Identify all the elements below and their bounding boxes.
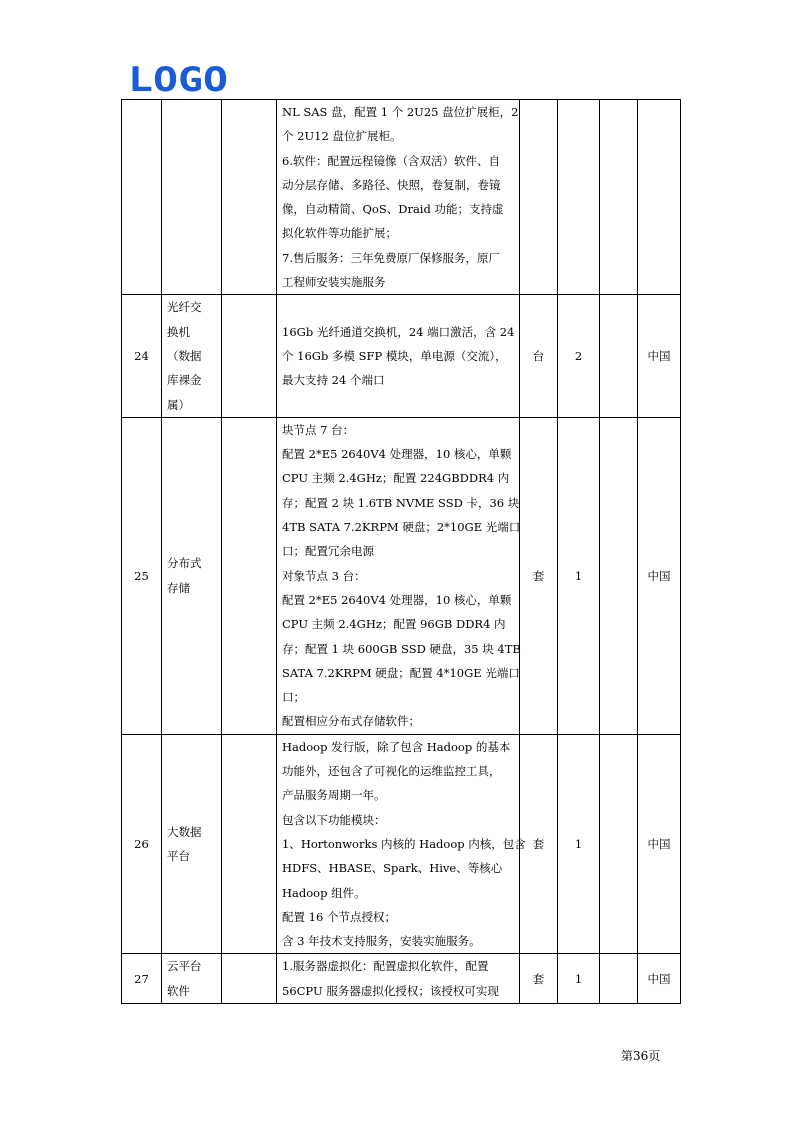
page-number: 第36页 [621,1049,661,1063]
item-spec-line: SATA 7.2KRPM 硬盘；配置 4*10GE 光端口 [282,665,520,680]
item-unit: 套 [520,954,558,1004]
item-spec-line: HDFS、HBASE、Spark、Hive、等核心 [282,861,503,876]
item-spec-line: 对象节点 3 台： [282,568,366,583]
item-name-line: 光纤交 [167,300,202,315]
item-spec-line: 4TB SATA 7.2KRPM 硬盘；2*10GE 光端口 [282,520,521,535]
item-unit: 套 [520,734,558,954]
item-name-line: 换机 [167,324,190,339]
item-spec-line: 配置 16 个节点授权； [282,909,396,924]
item-spec-line: CPU 主频 2.4GHz；配置 96GB DDR4 内 [282,617,506,632]
item-name [162,734,222,954]
item-spec [277,100,520,295]
table-row [122,954,681,1004]
item-name-line: 库裸金 [167,373,202,388]
item-spec-line: 个 16Gb 多模 SFP 模块，单电源（交流）， [282,348,507,363]
item-spec-line: 个 2U12 盘位扩展柜。 [282,129,402,144]
item-spec-line: 拟化软件等功能扩展； [282,226,397,241]
item-spec-line: 16Gb 光纤通道交换机，24 端口激活，含 24 [282,324,515,339]
item-spec-line: 56CPU 服务器虚拟化授权；该授权可实现 [282,983,499,998]
item-spec-line: 工程师安装实施服务 [282,275,386,290]
item-spec-line: 产品服务周期一年。 [282,788,386,803]
item-remark [600,295,638,417]
item-name [162,417,222,734]
item-brand [222,100,277,295]
item-unit: 台 [520,295,558,417]
item-spec-line: Hadoop 组件。 [282,885,366,900]
item-spec-line: 配置相应分布式存储软件； [282,714,420,729]
item-name-line: 平台 [167,849,190,864]
table-row [122,734,681,954]
item-spec-line: Hadoop 发行版，除了包含 Hadoop 的基本 [282,739,511,754]
item-name [162,100,222,295]
item-brand [222,954,277,1004]
item-number: 26 [122,734,162,954]
item-spec-line: CPU 主频 2.4GHz；配置 224GBDDR4 内 [282,471,510,486]
item-origin: 中国 [638,734,681,954]
item-name-line: 属） [167,397,190,412]
item-unit: 套 [520,417,558,734]
item-spec [277,734,526,954]
item-quantity: 1 [558,417,600,734]
item-quantity: 1 [558,954,600,1004]
item-spec [277,417,520,734]
item-spec-line: 口；配置冗余电源 [282,544,374,559]
item-unit [520,100,558,295]
item-spec-line: 功能外，还包含了可视化的运维监控工具， [282,764,501,779]
item-brand [222,295,277,417]
item-brand [222,417,277,734]
item-spec-line: 块节点 7 台： [282,422,355,437]
item-brand [222,734,277,954]
item-remark [600,734,638,954]
item-origin: 中国 [638,954,681,1004]
item-spec-line: 像，自动精简、QoS、Draid 功能；支持虚 [282,202,504,217]
item-spec-line: 含 3 年技术支持服务，安装实施服务。 [282,934,481,949]
item-spec-line: 最大支持 24 个端口 [282,373,385,388]
item-number: 27 [122,954,162,1004]
item-name-line: 大数据 [167,824,202,839]
item-spec-line: 配置 2*E5 2640V4 处理器，10 核心，单颗 [282,447,512,462]
item-name [162,954,222,1004]
table-row [122,100,681,295]
item-spec-line: 口； [282,690,305,705]
item-remark [600,954,638,1004]
item-spec [277,295,520,417]
item-spec [277,954,520,1004]
item-spec-line: 6.软件：配置远程镜像（含双活）软件、自 [282,153,500,168]
item-origin: 中国 [638,295,681,417]
item-name-line: 存储 [167,580,190,595]
item-number: 25 [122,417,162,734]
item-spec-line: 存；配置 1 块 600GB SSD 硬盘，35 块 4TB [282,641,521,656]
spec-table-body [122,100,681,1004]
spec-table [121,99,681,1004]
item-quantity: 2 [558,295,600,417]
item-spec-line: 配置 2*E5 2640V4 处理器，10 核心，单颗 [282,592,512,607]
item-number: 24 [122,295,162,417]
item-spec-line: 存；配置 2 块 1.6TB NVME SSD 卡，36 块 [282,495,520,510]
item-remark [600,417,638,734]
item-quantity: 1 [558,734,600,954]
table-row [122,417,681,734]
table-row [122,295,681,417]
logo [128,64,228,94]
item-spec-line: 7.售后服务：三年免费原厂保修服务，原厂 [282,250,500,265]
item-name [162,295,222,417]
item-spec-line: 动分层存储、多路径、快照，卷复制，卷镜 [282,177,501,192]
item-spec-line: 1.服务器虚拟化：配置虚拟化软件，配置 [282,959,489,974]
item-remark [600,100,638,295]
item-spec-line: NL SAS 盘，配置 1 个 2U25 盘位扩展柜，2 [282,105,519,119]
item-name-line: 软件 [167,983,190,998]
item-quantity [558,100,600,295]
item-origin [638,100,681,295]
item-origin: 中国 [638,417,681,734]
item-number [122,100,162,295]
item-name-line: 分布式 [167,556,202,571]
item-name-line: （数据 [167,348,202,363]
item-spec-line: 包含以下功能模块： [282,812,386,827]
logo-text: LOGO [128,64,228,94]
item-spec-line: 1、Hortonworks 内核的 Hadoop 内核，包含 [282,836,526,851]
item-name-line: 云平台 [167,959,202,974]
